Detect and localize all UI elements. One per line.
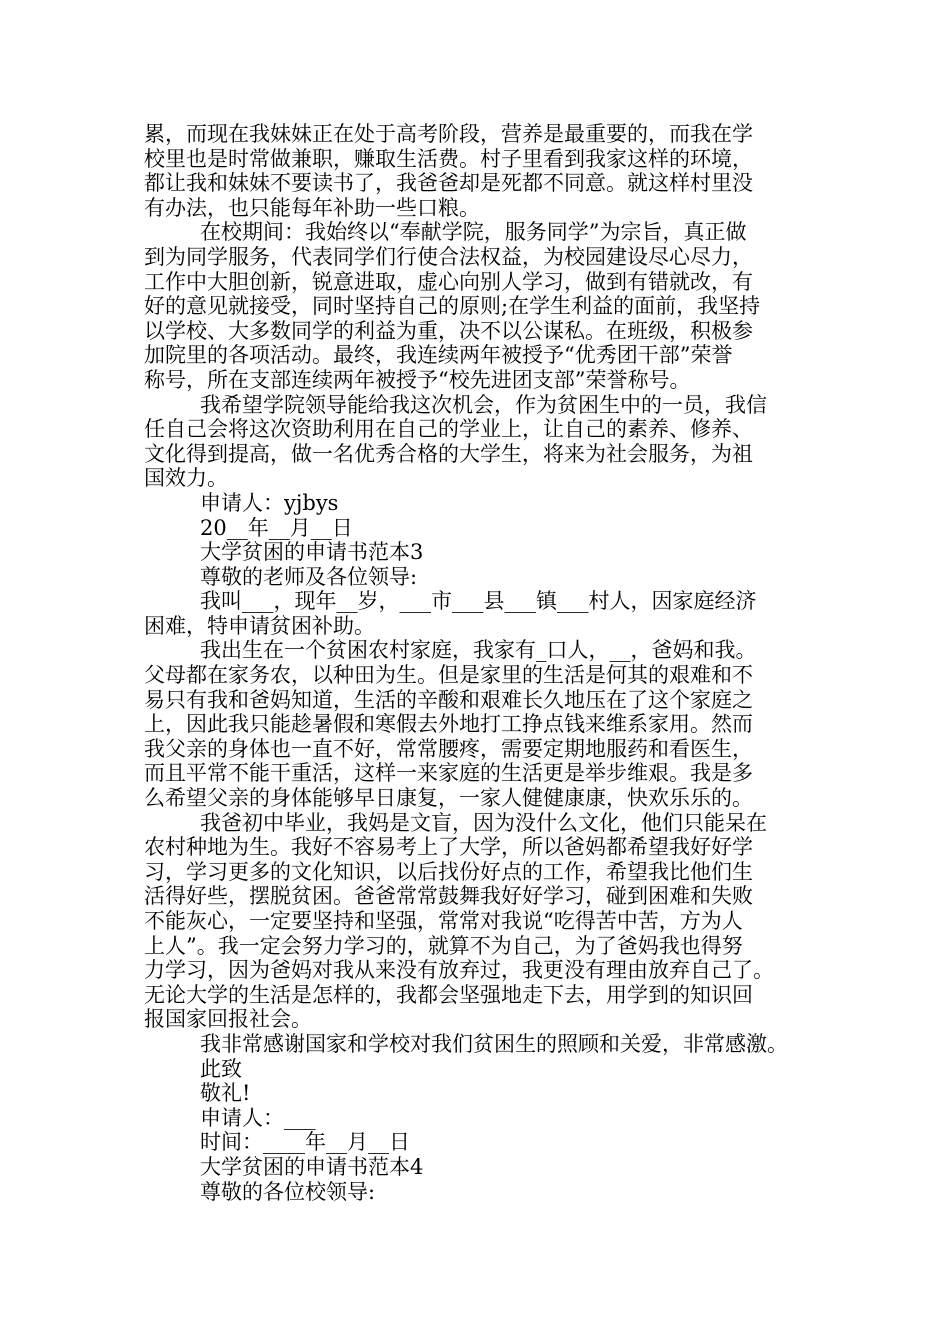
text-line: 申请人：___ (200, 1105, 316, 1130)
text-line: 称号，所在支部连续两年被授予“校先进团支部”荣誉称号。 (144, 367, 691, 392)
text-line: 上人”。我一定会努力学习的，就算不为自己，为了爸妈我也得努 (144, 933, 743, 958)
text-line: 申请人：yjbys (200, 490, 339, 515)
text-line: 好的意见就接受，同时坚持自己的原则;在学生利益的面前，我坚持 (144, 294, 761, 319)
document-body (144, 122, 824, 1204)
text-line: 困难，特申请贫困补助。 (144, 613, 375, 638)
text-line: 有办法，也只能每年补助一些口粮。 (144, 195, 480, 220)
text-line: 累，而现在我妹妹正在处于高考阶段，营养是最重要的，而我在学 (144, 122, 753, 146)
text-line: 时间：____年__月__日 (200, 1130, 410, 1155)
text-line: 大学贫困的申请书范本3 (200, 540, 424, 565)
text-line: 我非常感谢国家和学校对我们贫困生的照顾和关爱，非常感激。 (200, 1031, 788, 1056)
text-line: 么希望父亲的身体能够早日康复，一家人健健康康，快欢乐乐的。 (144, 786, 753, 811)
text-line: 20__年__月__日 (200, 515, 353, 540)
text-line: 习，学习更多的文化知识，以后找份好点的工作，希望我比他们生 (144, 859, 753, 884)
text-line: 我爸初中毕业，我妈是文盲，因为没什么文化，他们只能呆在 (200, 810, 767, 835)
text-line: 加院里的各项活动。最终，我连续两年被授予“优秀团干部”荣誉 (144, 343, 733, 368)
text-line: 无论大学的生活是怎样的，我都会坚强地走下去，用学到的知识回 (144, 982, 753, 1007)
text-line: 文化得到提高，做一名优秀合格的大学生，将来为社会服务，为祖 (144, 441, 753, 466)
text-line: 国效力。 (144, 466, 228, 491)
text-line: 校里也是时常做兼职，赚取生活费。村子里看到我家这样的环境， (144, 146, 753, 171)
text-line: 我出生在一个贫困农村家庭，我家有_口人，__，爸妈和我。 (200, 638, 757, 663)
text-line: 我父亲的身体也一直不好，常常腰疼，需要定期地服药和看医生， (144, 736, 753, 761)
text-line: 工作中大胆创新，锐意进取，虚心向别人学习，做到有错就改，有 (144, 269, 753, 294)
text-line: 上，因此我只能趁暑假和寒假去外地打工挣点钱来维系家用。然而 (144, 712, 753, 737)
text-line: 以学校、大多数同学的利益为重，决不以公谋私。在班级，积极参 (144, 318, 753, 343)
text-line: 父母都在家务农，以种田为生。但是家里的生活是何其的艰难和不 (144, 663, 753, 688)
text-line: 不能灰心，一定要坚持和坚强，常常对我说“吃得苦中苦，方为人 (144, 909, 743, 933)
text-line: 农村种地为生。我好不容易考上了大学，所以爸妈都希望我好好学 (144, 835, 753, 860)
text-line: 都让我和妹妹不要读书了，我爸爸却是死都不同意。就这样村里没 (144, 171, 753, 196)
text-line: 我叫___，现年__岁，___市___县___镇___村人，因家庭经济 (200, 589, 757, 614)
text-line: 活得好些，摆脱贫困。爸爸常常鼓舞我好好学习，碰到困难和失败 (144, 884, 753, 909)
text-line: 尊敬的老师及各位领导: (200, 564, 418, 589)
text-line: 大学贫困的申请书范本4 (200, 1154, 424, 1179)
text-line: 任自己会将这次资助利用在自己的学业上，让自己的素养、修养、 (144, 417, 753, 442)
text-line: 到为同学服务，代表同学们行使合法权益，为校园建设尽心尽力， (144, 244, 753, 269)
text-line: 此致 (200, 1056, 242, 1081)
text-line: 报国家回报社会。 (144, 1007, 312, 1032)
text-line: 在校期间：我始终以“奉献学院，服务同学”为宗旨，真正做 (200, 220, 747, 245)
text-line: 而且平常不能干重活，这样一来家庭的生活更是举步维艰。我是多 (144, 761, 753, 786)
text-line: 力学习，因为爸妈对我从来没有放弃过，我更没有理由放弃自己了。 (144, 958, 774, 983)
text-line: 易只有我和爸妈知道，生活的辛酸和艰难长久地压在了这个家庭之 (144, 687, 753, 712)
text-line: 我希望学院领导能给我这次机会，作为贫困生中的一员，我信 (200, 392, 767, 417)
text-line: 尊敬的各位校领导: (200, 1179, 376, 1204)
text-line: 敬礼! (200, 1081, 251, 1106)
